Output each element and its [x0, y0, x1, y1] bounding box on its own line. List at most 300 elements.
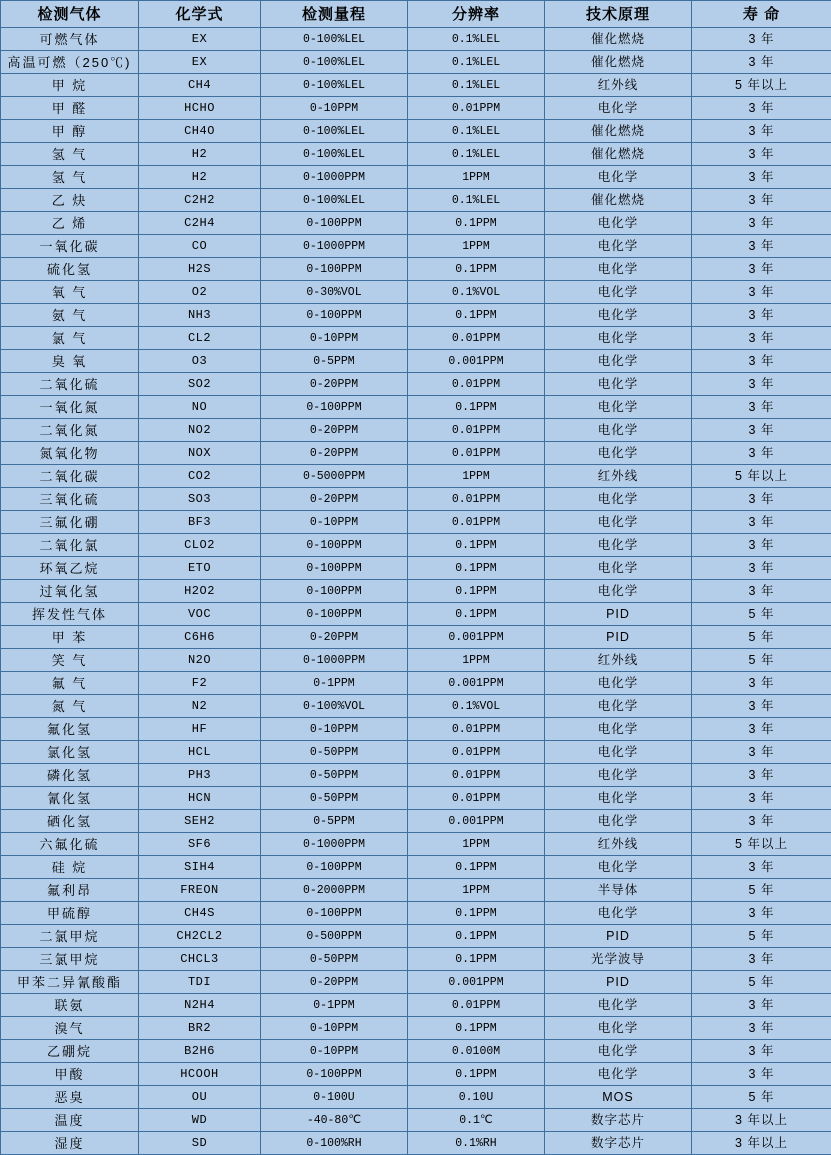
cell-formula: CHCL3 — [139, 948, 261, 971]
cell-principle: 电化学 — [545, 1063, 692, 1086]
cell-range: 0-20PPM — [261, 373, 408, 396]
cell-resolution: 0.01PPM — [408, 787, 545, 810]
cell-gas-name: 氢 气 — [1, 166, 139, 189]
cell-principle: 电化学 — [545, 97, 692, 120]
cell-formula: CH4O — [139, 120, 261, 143]
cell-range: 0-20PPM — [261, 419, 408, 442]
cell-range: 0-100U — [261, 1086, 408, 1109]
cell-gas-name: 磷化氢 — [1, 764, 139, 787]
cell-range: 0-10PPM — [261, 1017, 408, 1040]
table-row — [1, 488, 831, 511]
cell-lifetime: 3 年 — [692, 442, 831, 465]
table-row — [1, 1086, 831, 1109]
cell-gas-name: 氟 气 — [1, 672, 139, 695]
cell-gas-name: 氰化氢 — [1, 787, 139, 810]
cell-resolution: 0.01PPM — [408, 373, 545, 396]
cell-range: 0-2000PPM — [261, 879, 408, 902]
cell-principle: PID — [545, 603, 692, 626]
cell-gas-name: 环氧乙烷 — [1, 557, 139, 580]
cell-principle: 催化燃烧 — [545, 28, 692, 51]
cell-formula: TDI — [139, 971, 261, 994]
cell-lifetime: 5 年以上 — [692, 465, 831, 488]
cell-range: 0-50PPM — [261, 787, 408, 810]
cell-gas-name: 二氧化碳 — [1, 465, 139, 488]
cell-principle: 电化学 — [545, 327, 692, 350]
cell-formula: CL2 — [139, 327, 261, 350]
cell-formula: CH2CL2 — [139, 925, 261, 948]
cell-resolution: 0.10U — [408, 1086, 545, 1109]
cell-lifetime: 3 年 — [692, 718, 831, 741]
cell-range: 0-100PPM — [261, 258, 408, 281]
cell-gas-name: 乙 炔 — [1, 189, 139, 212]
cell-resolution: 0.1PPM — [408, 1063, 545, 1086]
cell-formula: SEH2 — [139, 810, 261, 833]
cell-resolution: 0.001PPM — [408, 810, 545, 833]
cell-lifetime: 3 年 — [692, 1040, 831, 1063]
table-row — [1, 396, 831, 419]
cell-formula: EX — [139, 51, 261, 74]
cell-lifetime: 3 年 — [692, 1017, 831, 1040]
cell-principle: PID — [545, 925, 692, 948]
table-row — [1, 143, 831, 166]
cell-lifetime: 3 年以上 — [692, 1132, 831, 1155]
cell-formula: BF3 — [139, 511, 261, 534]
cell-resolution: 0.1PPM — [408, 580, 545, 603]
table-row — [1, 695, 831, 718]
cell-range: 0-10PPM — [261, 327, 408, 350]
cell-range: 0-1PPM — [261, 994, 408, 1017]
cell-lifetime: 3 年以上 — [692, 1109, 831, 1132]
cell-range: 0-100PPM — [261, 534, 408, 557]
table-row — [1, 166, 831, 189]
cell-lifetime: 3 年 — [692, 672, 831, 695]
cell-principle: 电化学 — [545, 258, 692, 281]
cell-lifetime: 5 年 — [692, 879, 831, 902]
cell-principle: 电化学 — [545, 994, 692, 1017]
cell-range: 0-100%RH — [261, 1132, 408, 1155]
cell-resolution: 0.1%VOL — [408, 281, 545, 304]
cell-gas-name: 三氟化硼 — [1, 511, 139, 534]
cell-lifetime: 5 年以上 — [692, 833, 831, 856]
cell-principle: 电化学 — [545, 304, 692, 327]
cell-gas-name: 二氧化氯 — [1, 534, 139, 557]
table-row — [1, 511, 831, 534]
cell-formula: FREON — [139, 879, 261, 902]
table-row — [1, 465, 831, 488]
cell-gas-name: 一氧化氮 — [1, 396, 139, 419]
table-row — [1, 971, 831, 994]
cell-lifetime: 3 年 — [692, 856, 831, 879]
cell-principle: 电化学 — [545, 212, 692, 235]
cell-resolution: 0.1PPM — [408, 948, 545, 971]
table-row — [1, 304, 831, 327]
cell-formula: CH4 — [139, 74, 261, 97]
cell-formula: NO2 — [139, 419, 261, 442]
cell-formula: C2H2 — [139, 189, 261, 212]
cell-lifetime: 3 年 — [692, 810, 831, 833]
cell-principle: 电化学 — [545, 350, 692, 373]
cell-range: 0-20PPM — [261, 971, 408, 994]
cell-gas-name: 甲硫醇 — [1, 902, 139, 925]
cell-lifetime: 3 年 — [692, 488, 831, 511]
cell-range: 0-20PPM — [261, 626, 408, 649]
cell-gas-name: 氟利昂 — [1, 879, 139, 902]
cell-gas-name: 乙硼烷 — [1, 1040, 139, 1063]
cell-gas-name: 氯 气 — [1, 327, 139, 350]
cell-principle: 电化学 — [545, 419, 692, 442]
cell-principle: 电化学 — [545, 1040, 692, 1063]
cell-resolution: 0.1PPM — [408, 258, 545, 281]
cell-principle: 电化学 — [545, 672, 692, 695]
cell-principle: 电化学 — [545, 741, 692, 764]
cell-range: 0-20PPM — [261, 442, 408, 465]
cell-principle: 催化燃烧 — [545, 51, 692, 74]
table-row — [1, 879, 831, 902]
cell-range: 0-1000PPM — [261, 649, 408, 672]
column-header-formula: 化学式 — [139, 1, 261, 28]
cell-lifetime: 3 年 — [692, 189, 831, 212]
table-row — [1, 1132, 831, 1155]
cell-lifetime: 3 年 — [692, 695, 831, 718]
cell-lifetime: 3 年 — [692, 419, 831, 442]
table-row — [1, 787, 831, 810]
cell-range: 0-100PPM — [261, 557, 408, 580]
cell-resolution: 0.01PPM — [408, 327, 545, 350]
cell-formula: B2H6 — [139, 1040, 261, 1063]
cell-principle: 电化学 — [545, 511, 692, 534]
cell-principle: 电化学 — [545, 557, 692, 580]
cell-principle: 电化学 — [545, 488, 692, 511]
cell-formula: EX — [139, 28, 261, 51]
cell-resolution: 1PPM — [408, 166, 545, 189]
cell-range: 0-100PPM — [261, 902, 408, 925]
table-header-row — [1, 1, 831, 28]
cell-principle: 光学波导 — [545, 948, 692, 971]
cell-range: 0-50PPM — [261, 948, 408, 971]
cell-lifetime: 3 年 — [692, 534, 831, 557]
cell-lifetime: 3 年 — [692, 120, 831, 143]
cell-range: 0-100PPM — [261, 580, 408, 603]
cell-principle: 电化学 — [545, 718, 692, 741]
cell-principle: 电化学 — [545, 787, 692, 810]
cell-lifetime: 5 年以上 — [692, 74, 831, 97]
cell-gas-name: 氮 气 — [1, 695, 139, 718]
cell-formula: SF6 — [139, 833, 261, 856]
cell-principle: 催化燃烧 — [545, 189, 692, 212]
cell-resolution: 0.1PPM — [408, 557, 545, 580]
cell-formula: N2 — [139, 695, 261, 718]
cell-gas-name: 二氧化硫 — [1, 373, 139, 396]
cell-lifetime: 3 年 — [692, 258, 831, 281]
cell-formula: O2 — [139, 281, 261, 304]
table-row — [1, 51, 831, 74]
table-row — [1, 672, 831, 695]
table-row — [1, 741, 831, 764]
cell-gas-name: 臭 氧 — [1, 350, 139, 373]
cell-formula: HCHO — [139, 97, 261, 120]
cell-principle: 数字芯片 — [545, 1109, 692, 1132]
cell-lifetime: 3 年 — [692, 994, 831, 1017]
cell-principle: 电化学 — [545, 1017, 692, 1040]
table-row — [1, 281, 831, 304]
column-header-range: 检测量程 — [261, 1, 408, 28]
cell-resolution: 0.001PPM — [408, 672, 545, 695]
cell-resolution: 0.001PPM — [408, 626, 545, 649]
cell-gas-name: 联氨 — [1, 994, 139, 1017]
cell-gas-name: 三氯甲烷 — [1, 948, 139, 971]
cell-gas-name: 氮氧化物 — [1, 442, 139, 465]
cell-principle: 数字芯片 — [545, 1132, 692, 1155]
cell-principle: 电化学 — [545, 281, 692, 304]
cell-gas-name: 过氧化氢 — [1, 580, 139, 603]
cell-lifetime: 3 年 — [692, 557, 831, 580]
cell-formula: BR2 — [139, 1017, 261, 1040]
cell-resolution: 0.01PPM — [408, 419, 545, 442]
cell-gas-name: 湿度 — [1, 1132, 139, 1155]
cell-resolution: 1PPM — [408, 649, 545, 672]
cell-resolution: 0.01PPM — [408, 488, 545, 511]
table-row — [1, 856, 831, 879]
cell-formula: H2 — [139, 143, 261, 166]
cell-lifetime: 3 年 — [692, 511, 831, 534]
cell-lifetime: 3 年 — [692, 97, 831, 120]
cell-gas-name: 恶臭 — [1, 1086, 139, 1109]
cell-range: 0-100%LEL — [261, 120, 408, 143]
cell-resolution: 0.1%LEL — [408, 74, 545, 97]
cell-gas-name: 甲苯二异氰酸酯 — [1, 971, 139, 994]
cell-range: 0-100PPM — [261, 603, 408, 626]
cell-range: 0-10PPM — [261, 1040, 408, 1063]
cell-formula: HCOOH — [139, 1063, 261, 1086]
cell-gas-name: 三氧化硫 — [1, 488, 139, 511]
cell-lifetime: 3 年 — [692, 51, 831, 74]
cell-principle: 电化学 — [545, 902, 692, 925]
table-row — [1, 994, 831, 1017]
cell-range: 0-30%VOL — [261, 281, 408, 304]
table-row — [1, 603, 831, 626]
table-row — [1, 534, 831, 557]
cell-formula: NH3 — [139, 304, 261, 327]
cell-principle: 催化燃烧 — [545, 120, 692, 143]
cell-principle: MOS — [545, 1086, 692, 1109]
cell-resolution: 0.1PPM — [408, 856, 545, 879]
table-row — [1, 925, 831, 948]
cell-formula: HCL — [139, 741, 261, 764]
cell-range: 0-100PPM — [261, 1063, 408, 1086]
cell-lifetime: 3 年 — [692, 327, 831, 350]
cell-principle: 电化学 — [545, 166, 692, 189]
cell-resolution: 0.01PPM — [408, 994, 545, 1017]
cell-resolution: 0.0100M — [408, 1040, 545, 1063]
cell-range: 0-100PPM — [261, 212, 408, 235]
cell-gas-name: 笑 气 — [1, 649, 139, 672]
cell-gas-name: 氧 气 — [1, 281, 139, 304]
cell-principle: 电化学 — [545, 373, 692, 396]
cell-formula: OU — [139, 1086, 261, 1109]
cell-range: 0-100%LEL — [261, 74, 408, 97]
cell-formula: SD — [139, 1132, 261, 1155]
table-row — [1, 97, 831, 120]
cell-range: -40-80℃ — [261, 1109, 408, 1132]
cell-resolution: 0.1PPM — [408, 902, 545, 925]
table-row — [1, 28, 831, 51]
cell-formula: NOX — [139, 442, 261, 465]
cell-gas-name: 甲酸 — [1, 1063, 139, 1086]
cell-gas-name: 六氟化硫 — [1, 833, 139, 856]
table-row — [1, 718, 831, 741]
cell-resolution: 0.01PPM — [408, 718, 545, 741]
cell-principle: 红外线 — [545, 649, 692, 672]
cell-gas-name: 氟化氢 — [1, 718, 139, 741]
cell-range: 0-500PPM — [261, 925, 408, 948]
cell-formula: H2 — [139, 166, 261, 189]
cell-range: 0-10PPM — [261, 97, 408, 120]
cell-lifetime: 3 年 — [692, 1063, 831, 1086]
cell-gas-name: 硫化氢 — [1, 258, 139, 281]
cell-formula: SO3 — [139, 488, 261, 511]
cell-formula: ETO — [139, 557, 261, 580]
cell-resolution: 0.01PPM — [408, 511, 545, 534]
cell-formula: PH3 — [139, 764, 261, 787]
cell-principle: 电化学 — [545, 764, 692, 787]
cell-lifetime: 3 年 — [692, 28, 831, 51]
cell-formula: HF — [139, 718, 261, 741]
cell-formula: VOC — [139, 603, 261, 626]
cell-gas-name: 一氧化碳 — [1, 235, 139, 258]
cell-lifetime: 3 年 — [692, 764, 831, 787]
cell-lifetime: 3 年 — [692, 235, 831, 258]
table-row — [1, 189, 831, 212]
cell-formula: CH4S — [139, 902, 261, 925]
cell-resolution: 0.01PPM — [408, 764, 545, 787]
cell-principle: PID — [545, 626, 692, 649]
cell-range: 0-1000PPM — [261, 833, 408, 856]
cell-range: 0-10PPM — [261, 718, 408, 741]
cell-lifetime: 5 年 — [692, 603, 831, 626]
cell-gas-name: 可燃气体 — [1, 28, 139, 51]
cell-resolution: 0.01PPM — [408, 97, 545, 120]
cell-lifetime: 3 年 — [692, 281, 831, 304]
cell-range: 0-100%LEL — [261, 143, 408, 166]
cell-lifetime: 3 年 — [692, 143, 831, 166]
cell-principle: 电化学 — [545, 534, 692, 557]
table-row — [1, 1109, 831, 1132]
cell-lifetime: 3 年 — [692, 902, 831, 925]
cell-range: 0-5PPM — [261, 810, 408, 833]
table-row — [1, 74, 831, 97]
table-row — [1, 120, 831, 143]
cell-principle: 电化学 — [545, 856, 692, 879]
cell-gas-name: 二氧化氮 — [1, 419, 139, 442]
cell-lifetime: 5 年 — [692, 971, 831, 994]
cell-gas-name: 温度 — [1, 1109, 139, 1132]
cell-range: 0-20PPM — [261, 488, 408, 511]
table-row — [1, 626, 831, 649]
column-header-gas: 检测气体 — [1, 1, 139, 28]
table-row — [1, 764, 831, 787]
table-row — [1, 580, 831, 603]
table-row — [1, 373, 831, 396]
cell-range: 0-5PPM — [261, 350, 408, 373]
cell-principle: 半导体 — [545, 879, 692, 902]
cell-resolution: 0.1%LEL — [408, 143, 545, 166]
cell-resolution: 0.1%RH — [408, 1132, 545, 1155]
cell-formula: NO — [139, 396, 261, 419]
cell-resolution: 0.01PPM — [408, 442, 545, 465]
cell-principle: 红外线 — [545, 465, 692, 488]
table-row — [1, 649, 831, 672]
cell-lifetime: 3 年 — [692, 350, 831, 373]
cell-formula: SO2 — [139, 373, 261, 396]
table-row — [1, 235, 831, 258]
table-row — [1, 1017, 831, 1040]
cell-resolution: 0.001PPM — [408, 350, 545, 373]
table-row — [1, 557, 831, 580]
cell-formula: H2O2 — [139, 580, 261, 603]
cell-lifetime: 5 年 — [692, 925, 831, 948]
table-row — [1, 258, 831, 281]
cell-lifetime: 5 年 — [692, 649, 831, 672]
cell-formula: CO2 — [139, 465, 261, 488]
cell-formula: F2 — [139, 672, 261, 695]
cell-resolution: 1PPM — [408, 833, 545, 856]
cell-lifetime: 3 年 — [692, 948, 831, 971]
table-row — [1, 810, 831, 833]
cell-formula: CO — [139, 235, 261, 258]
cell-range: 0-10PPM — [261, 511, 408, 534]
cell-principle: 电化学 — [545, 695, 692, 718]
cell-resolution: 0.1%LEL — [408, 28, 545, 51]
cell-principle: 电化学 — [545, 442, 692, 465]
cell-range: 0-100%VOL — [261, 695, 408, 718]
cell-resolution: 1PPM — [408, 879, 545, 902]
table-row — [1, 212, 831, 235]
cell-formula: C6H6 — [139, 626, 261, 649]
column-header-principle: 技术原理 — [545, 1, 692, 28]
cell-gas-name: 溴气 — [1, 1017, 139, 1040]
cell-lifetime: 5 年 — [692, 626, 831, 649]
cell-lifetime: 3 年 — [692, 580, 831, 603]
cell-resolution: 0.1%VOL — [408, 695, 545, 718]
cell-principle: 电化学 — [545, 580, 692, 603]
cell-resolution: 0.1PPM — [408, 212, 545, 235]
cell-gas-name: 氨 气 — [1, 304, 139, 327]
cell-range: 0-5000PPM — [261, 465, 408, 488]
cell-range: 0-50PPM — [261, 741, 408, 764]
cell-lifetime: 3 年 — [692, 373, 831, 396]
table-row — [1, 948, 831, 971]
table-row — [1, 327, 831, 350]
cell-principle: PID — [545, 971, 692, 994]
cell-formula: N2O — [139, 649, 261, 672]
cell-formula: CLO2 — [139, 534, 261, 557]
cell-resolution: 0.1PPM — [408, 534, 545, 557]
table-row — [1, 350, 831, 373]
cell-gas-name: 乙 烯 — [1, 212, 139, 235]
cell-resolution: 0.01PPM — [408, 741, 545, 764]
cell-formula: N2H4 — [139, 994, 261, 1017]
cell-range: 0-100PPM — [261, 396, 408, 419]
cell-principle: 催化燃烧 — [545, 143, 692, 166]
cell-resolution: 0.1PPM — [408, 925, 545, 948]
cell-range: 0-50PPM — [261, 764, 408, 787]
cell-gas-name: 甲 醇 — [1, 120, 139, 143]
column-header-resolution: 分辨率 — [408, 1, 545, 28]
table-header — [1, 1, 831, 28]
cell-range: 0-100%LEL — [261, 51, 408, 74]
cell-formula: O3 — [139, 350, 261, 373]
cell-resolution: 0.1%LEL — [408, 189, 545, 212]
